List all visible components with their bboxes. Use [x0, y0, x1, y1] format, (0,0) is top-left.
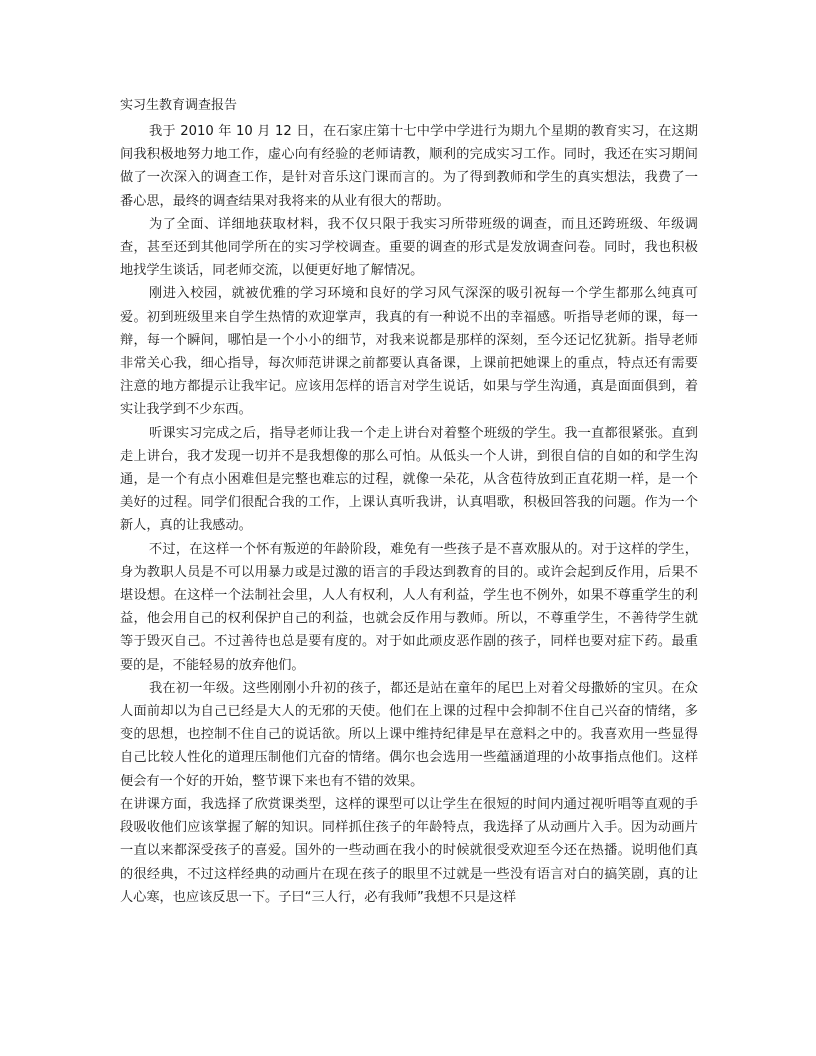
document-page: [120, 96, 698, 909]
paragraph-first-impression: 刚进入校园，就被优雅的学习环境和良好的学习风气深深的吸引祝每一个学生都那么纯真可爱。初到班级里来自学生热情的欢迎掌声，我真的有一种说不出的幸福感。听指导老师的课，每一辩，每一个瞬间，哪怕是一个小小的细节，对我来说都是那样的深刻，至今还记忆犹新。指导老师非常关心我，细心指导，每次师范讲课之前都要认真备课，上课前把她课上的重点，特点还有需要注意的地方都提示让我牢记。应该用怎样的语言对学生说话，如果与学生沟通，真是面面俱到，着实让我学到不少东西。: [120, 286, 698, 418]
document-title: 实习生教育调查报告: [120, 98, 238, 113]
paragraph-teaching: 在讲课方面，我选择了欣赏课类型，这样的课型可以让学生在很短的时间内通过视听唱等直观的手段吸收他们应该掌握了解的知识。同样抓住孩子的年龄特点，我选择了从动画片入手。因为动画片一直以来都深受孩子的喜爱。国外的一些动画在我小的时候就很受欢迎至今还在热播。说明他们真的很经典，不过这样经典的动画片在现在孩子的眼里不过就是一些没有语言对白的搞笑剧，真的让人心寒，也应该反思一下。子曰“三人行，必有我师”我想不只是这样: [120, 796, 698, 905]
paragraph-method: 为了全面、详细地获取材料，我不仅只限于我实习所带班级的调查，而且还跨班级、年级调查，甚至还到其他同学所在的实习学校调查。重要的调查的形式是发放调查问卷。同时，我也积极地找学生谈话，同老师交流，以便更好地了解情况。: [120, 216, 698, 279]
paragraph-discipline: 不过，在这样一个怀有叛逆的年龄阶段，难免有一些孩子是不喜欢服从的。对于这样的学生，身为教职人员是不可以用暴力或是过激的语言的手段达到教育的目的。或许会起到反作用，后果不堪设想。在这样一个法制社会里，人人有权利，人人有利益，学生也不例外，如果不尊重学生的利益，他会用自己的权利保护自己的利益，也就会反作用与教师。所以，不尊重学生，不善待学生就等于毁灭自己。不过善待也总是要有度的。对于如此顽皮恶作剧的孩子，同样也要对症下药。最重要的是，不能轻易的放弃他们。: [120, 541, 698, 673]
paragraph-intro: 我于 2010 年 10 月 12 日，在石家庄第十七中学中学进行为期九个星期的教育实习，在这期间我积极地努力地工作，虚心向有经验的老师请教，顺利的完成实习工作。同时，我还在实习期间做了一次深入的调查工作，是针对音乐这门课而言的。为了得到教师和学生的真实想法，我费了一番心思，最终的调查结果对我将来的从业有很大的帮助。: [120, 124, 698, 209]
paragraph-grade-one: 我在初一年级。这些刚刚小升初的孩子，都还是站在童年的尾巴上对着父母撒娇的宝贝。在众人面前却以为自己已经是大人的无邪的天使。他们在上课的过程中会抑制不住自己兴奋的情绪，多变的思想，也控制不住自己的说话欲。所以上课中维持纪律是早在意料之中的。我喜欢用一些显得自己比较人性化的道理压制他们亢奋的情绪。偶尔也会选用一些蕴涵道理的小故事指点他们。这样便会有一个好的开始，整节课下来也有不错的效果。: [120, 680, 698, 789]
paragraph-first-lecture: 听课实习完成之后，指导老师让我一个走上讲台对着整个班级的学生。我一直都很紧张。直到走上讲台，我才发现一切并不是我想像的那么可怕。从低头一个人讲，到很自信的自如的和学生沟通，是一个有点小困难但是完整也难忘的过程，就像一朵花，从含苞待放到正直花期一样，是一个美好的过程。同学们很配合我的工作，上课认真听我讲，认真唱歌，积极回答我的问题。作为一个新人，真的让我感动。: [120, 425, 698, 534]
